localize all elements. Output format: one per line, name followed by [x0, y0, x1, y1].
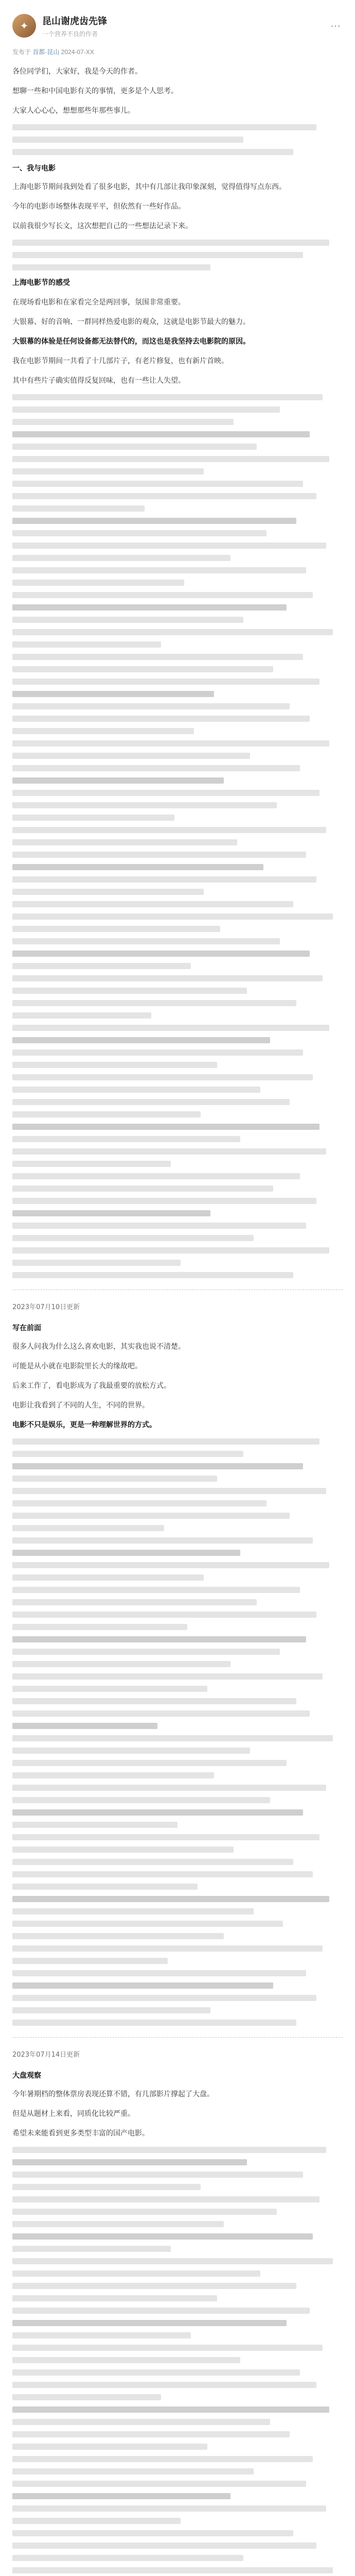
- text-line: [12, 1612, 316, 1618]
- text-line: [12, 2270, 260, 2277]
- text-line: [12, 518, 296, 524]
- text-line: [12, 1476, 217, 1482]
- text-line: [12, 1748, 250, 1754]
- text-line: [12, 1223, 306, 1229]
- text-line: [12, 827, 326, 833]
- text-line: [12, 1945, 323, 1952]
- text-line: [12, 2406, 329, 2413]
- text-line: [12, 1822, 177, 1828]
- section-title: 一、我与电影: [12, 164, 56, 173]
- intro-line: 大家人心心心，想想那些年那些事儿。: [12, 107, 135, 115]
- text-line: [12, 1921, 283, 1927]
- text-line: [12, 1463, 303, 1469]
- text-line: [12, 1099, 290, 1105]
- text-line: [12, 1846, 234, 1853]
- text-line: [12, 431, 310, 437]
- text-line: [12, 1624, 187, 1630]
- text-line: [12, 864, 263, 870]
- text-line: [12, 468, 204, 474]
- text-line: [12, 1012, 151, 1019]
- text-line: [12, 1235, 254, 1241]
- text-line: [12, 444, 257, 450]
- bold-heading: 上海电影节的感受: [12, 279, 70, 287]
- text-line: [12, 543, 326, 549]
- text-line: [12, 1500, 267, 1506]
- text-line: [12, 419, 234, 425]
- text-line: [12, 1760, 287, 1766]
- text-line: [12, 1661, 230, 1667]
- text-line: [12, 1111, 201, 1117]
- text-line: [12, 456, 329, 462]
- text-line: [12, 876, 316, 883]
- paragraph: 今年的电影市场整体表现平平，但依然有一些好作品。: [12, 202, 185, 211]
- bold-sentence: 大银幕的体验是任何设备都无法替代的，而这也是我坚持去电影院的原因。: [12, 337, 250, 346]
- text-line: [12, 938, 280, 944]
- text-line: [12, 240, 329, 246]
- text-line: [12, 815, 174, 821]
- text-line: [12, 1636, 306, 1642]
- text-line: [12, 926, 220, 932]
- body-text-block: [12, 1438, 343, 2026]
- text-line: [12, 1148, 326, 1155]
- text-line: [12, 2184, 201, 2190]
- text-line: [12, 654, 303, 660]
- text-line: [12, 1735, 333, 1741]
- text-line: [12, 2530, 293, 2536]
- text-line: [12, 1210, 210, 1216]
- text-line: [12, 252, 303, 258]
- section-title: 写在前面: [12, 1324, 41, 1332]
- text-line: [12, 679, 319, 685]
- text-line: [12, 913, 333, 920]
- text-line: [12, 1550, 240, 1556]
- section-title: 大盘观察: [12, 2072, 41, 2080]
- text-line: [12, 1587, 300, 1593]
- text-line: [12, 2357, 240, 2363]
- text-line: [12, 2320, 287, 2326]
- text-line: [12, 2246, 171, 2252]
- text-line: [12, 2295, 217, 2301]
- paragraph: 后来工作了，看电影成为了我最重要的放松方式。: [12, 1382, 171, 1390]
- text-line: [12, 1438, 319, 1445]
- text-line: [12, 1173, 300, 1179]
- text-line: [12, 2172, 303, 2178]
- text-line: [12, 691, 214, 697]
- text-line: [12, 1198, 316, 1204]
- text-line: [12, 1772, 214, 1778]
- text-line: [12, 963, 191, 969]
- text-line: [12, 2444, 207, 2450]
- text-line: [12, 1525, 164, 1531]
- text-line: [12, 592, 313, 598]
- update-timestamp: 2023年07月10日更新: [12, 1303, 80, 1311]
- bold-sentence: 电影不只是娱乐，更是一种理解世界的方式。: [12, 1421, 156, 1429]
- text-line: [12, 137, 243, 143]
- text-line: [12, 740, 329, 747]
- text-line: [12, 1049, 303, 1056]
- text-line: [12, 666, 273, 672]
- text-line: [12, 641, 161, 648]
- paragraph: 其中有些片子确实值得反复回味，也有一些让人失望。: [12, 377, 185, 385]
- text-line: [12, 1136, 240, 1142]
- text-line: [12, 617, 243, 623]
- more-icon[interactable]: ⋯: [330, 20, 341, 32]
- text-line: [12, 1185, 273, 1192]
- text-line: [12, 765, 300, 771]
- text-line: [12, 2332, 191, 2338]
- text-line: [12, 264, 210, 270]
- text-line: [12, 1488, 326, 1494]
- text-line: [12, 1834, 319, 1840]
- body-text-block: [12, 394, 343, 1278]
- text-line: [12, 1272, 293, 1278]
- text-line: [12, 481, 303, 487]
- text-line: [12, 2221, 224, 2227]
- text-line: [12, 604, 287, 611]
- text-line: [12, 901, 293, 907]
- paragraph: 可能是从小就在电影院里长大的缘故吧。: [12, 1362, 142, 1370]
- text-line: [12, 1513, 290, 1519]
- text-line: [12, 988, 247, 994]
- meta-location-link[interactable]: 首都·昆山: [32, 48, 60, 56]
- paragraph: 以前我很少写长文，这次想把自己的一些想法记录下来。: [12, 222, 192, 230]
- paragraph: 今年暑期档的整体票房表现还算不错，有几部影片撑起了大盘。: [12, 2090, 214, 2098]
- text-line: [12, 629, 333, 635]
- author-header: [12, 9, 343, 42]
- paragraph: 大银幕、好的音响、一群同样热爱电影的观众，这就是电影节最大的魅力。: [12, 318, 250, 326]
- text-line: [12, 1710, 310, 1717]
- text-line: [12, 124, 316, 130]
- paragraph: 上海电影节期间我到处看了很多电影，其中有几部让我印象深刻，觉得值得写点东西。: [12, 183, 286, 191]
- section-divider: [12, 2037, 343, 2038]
- text-line: [12, 2147, 326, 2153]
- text-line: [12, 2283, 296, 2289]
- text-line: [12, 2196, 319, 2202]
- text-line: [12, 2493, 230, 2499]
- text-line: [12, 2431, 290, 2437]
- text-line: [12, 1698, 296, 1704]
- text-line: [12, 2369, 300, 2376]
- text-line: [12, 1686, 207, 1692]
- text-line: [12, 1958, 168, 1964]
- text-line: [12, 1933, 224, 1939]
- text-line: [12, 1599, 257, 1605]
- text-line: [12, 1908, 254, 1914]
- text-line: [12, 889, 204, 895]
- text-line: [12, 2258, 333, 2264]
- text-line: [12, 1982, 273, 1989]
- text-line: [12, 1124, 319, 1130]
- text-line: [12, 975, 323, 981]
- paragraph: 电影让我看到了不同的人生，不同的世界。: [12, 1401, 149, 1410]
- text-line: [12, 1025, 329, 1031]
- text-line: [12, 1087, 260, 1093]
- text-line: [12, 1797, 270, 1803]
- text-line: [12, 802, 277, 808]
- text-line: [12, 394, 323, 400]
- text-line: [12, 1871, 313, 1877]
- text-line: [12, 505, 145, 512]
- intro-line: 想聊一些和中国电影有关的事情，更多是个人思考。: [12, 87, 178, 95]
- text-line: [12, 2345, 323, 2351]
- text-line: [12, 555, 230, 561]
- post-meta: [12, 47, 343, 56]
- text-line: [12, 2382, 316, 2388]
- text-line: [12, 1037, 270, 1043]
- body-text-block: [12, 2147, 343, 2576]
- text-line: [12, 1649, 280, 1655]
- text-line: [12, 839, 237, 845]
- update-timestamp: 2023年07月14日更新: [12, 2051, 80, 2059]
- text-line: [12, 1809, 303, 1816]
- text-line: [12, 1723, 157, 1729]
- text-line: [12, 1451, 243, 1457]
- meta-prefix: 发布于: [12, 48, 31, 56]
- text-line: [12, 2555, 243, 2561]
- text-line: [12, 1896, 329, 1902]
- text-line: [12, 580, 184, 586]
- text-line: [12, 703, 290, 709]
- text-line: [12, 1074, 313, 1080]
- text-line: [12, 1062, 217, 1068]
- text-line: [12, 2567, 333, 2573]
- text-line: [12, 1970, 306, 1976]
- text-line: [12, 1859, 293, 1865]
- text-line: [12, 2468, 254, 2475]
- text-line: [12, 2020, 296, 2026]
- text-line: [12, 777, 224, 784]
- meta-date: 2024-07-XX: [61, 48, 94, 56]
- text-line: [12, 1161, 171, 1167]
- text-line: [12, 1884, 198, 1890]
- text-line: [12, 2505, 326, 2512]
- article-body: [12, 65, 343, 2576]
- paragraph: 在现场看电影和在家看完全是两回事，氛围非常重要。: [12, 298, 185, 307]
- avatar[interactable]: ✦: [12, 14, 36, 38]
- text-line: [12, 2394, 161, 2400]
- text-line: [12, 1260, 181, 1266]
- text-line: [12, 2308, 310, 2314]
- text-line: [12, 2159, 247, 2165]
- text-line: [12, 2543, 316, 2549]
- text-line: [12, 2481, 306, 2487]
- text-line: [12, 1000, 296, 1006]
- text-line: [12, 716, 310, 722]
- text-line: [12, 149, 293, 155]
- text-line: [12, 728, 194, 734]
- text-line: [12, 1247, 329, 1253]
- text-line: [12, 2233, 313, 2240]
- text-line: [12, 2419, 270, 2425]
- text-line: [12, 1785, 326, 1791]
- text-line: [12, 567, 306, 573]
- text-line: [12, 753, 250, 759]
- text-line: [12, 530, 267, 536]
- paragraph: 但是从题材上来看，同质化比较严重。: [12, 2110, 135, 2118]
- text-line: [12, 1673, 323, 1680]
- text-line: [12, 790, 319, 796]
- text-line: [12, 1995, 316, 2001]
- intro-line: 各位同学们，大家好，我是今天的作者。: [12, 67, 142, 76]
- text-line: [12, 2518, 181, 2524]
- text-line: [12, 2456, 313, 2462]
- author-info: [42, 14, 328, 38]
- text-line: [12, 951, 310, 957]
- text-line: [12, 493, 316, 499]
- text-line: [12, 2209, 277, 2215]
- text-line: [12, 1537, 313, 1544]
- text-line: [12, 852, 306, 858]
- paragraph: 希望未来能看到更多类型丰富的国产电影。: [12, 2129, 149, 2138]
- text-line: [12, 406, 280, 413]
- author-name[interactable]: 昆山谢虎齿先锋: [42, 15, 107, 26]
- author-subtitle: 一个营养不良的作者: [42, 30, 98, 38]
- text-line: [12, 1574, 204, 1581]
- paragraph: 很多人问我为什么这么喜欢电影，其实我也说不清楚。: [12, 1343, 185, 1351]
- text-line: [12, 2007, 210, 2013]
- paragraph: 我在电影节期间一共看了十几部片子，有老片修复，也有新片首映。: [12, 357, 228, 365]
- text-line: [12, 1562, 329, 1568]
